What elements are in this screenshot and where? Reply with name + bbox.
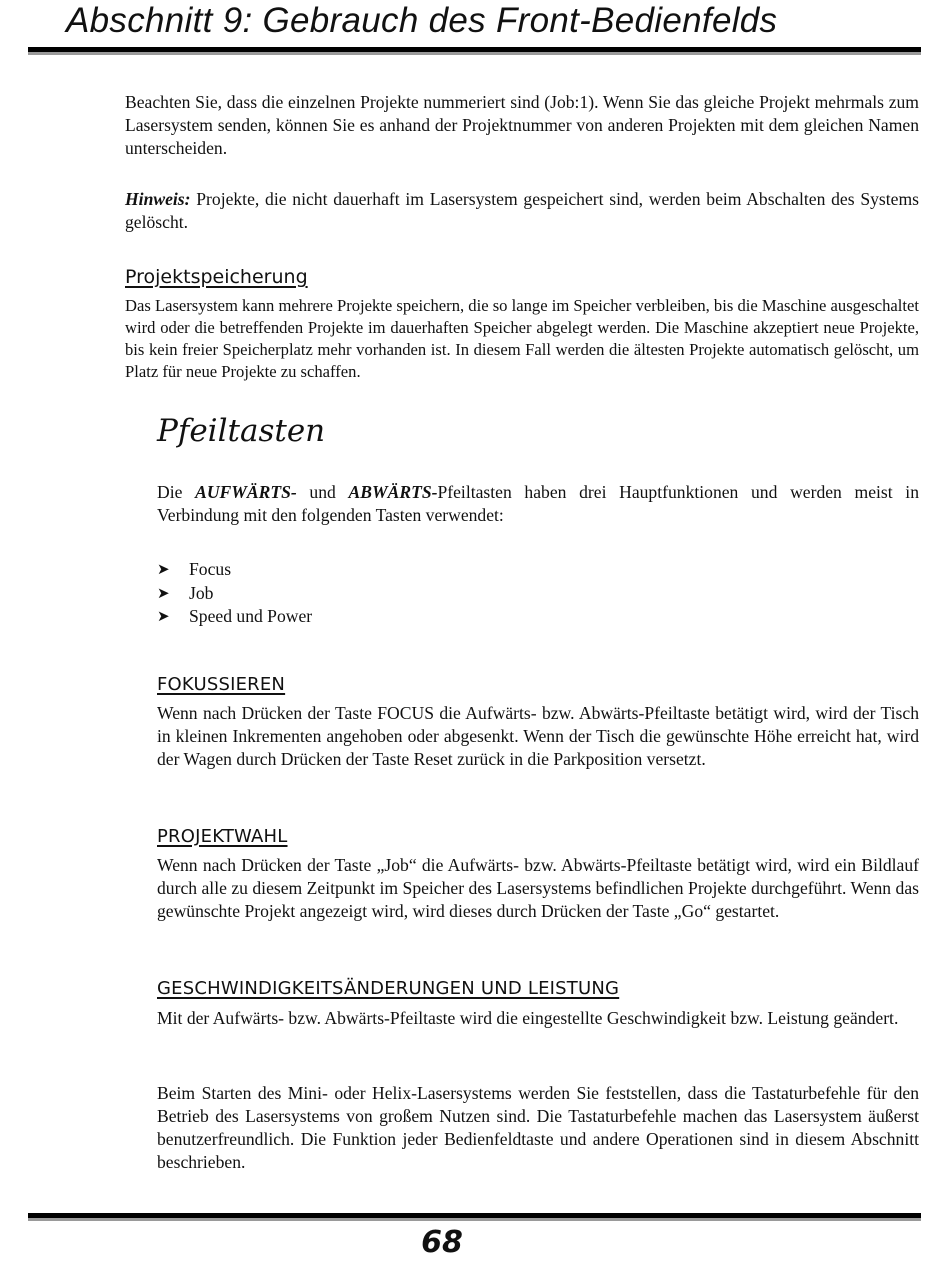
closing-text: Beim Starten des Mini- oder Helix-Lasersystems werden Sie feststellen, dass die Tastaturbefehle für den Betrieb des Lasersystems von großem Nutzen sind. Die Tastaturbefehle machen das Lasersystem äußerst benutzerfreundlich. Die Funktion jeder Bedienfeldtaste und andere Operationen sind in diesem Abschnitt beschrieben.	[157, 1083, 919, 1172]
storage-text: Das Lasersystem kann mehrere Projekte speichern, die so lange im Speicher verbleiben, bis die Maschine ausgeschaltet wird oder die betreffenden Projekte im dauerhaften Speicher abgelegt werden. Die Maschine akzeptiert neue Projekte, bis kein freier Speicherplatz mehr vorhanden ist. In diesem Fall werden die ältesten Projekte automatisch gelöscht, um Platz für neue Projekte zu schaffen.	[125, 296, 919, 381]
job-text: Wenn nach Drücken der Taste „Job“ die Aufwärts- bzw. Abwärts-Pfeiltaste betätigt wird, wird ein Bildlauf durch alle zu diesem Zeitpunkt im Speicher des Lasersystems befindlichen Projekte durchgeführt. Wenn das gewünschte Projekt angezeigt wird, wird dieses durch Drücken der Taste „Go“ gestartet.	[157, 855, 919, 921]
arrowhead-bullet-icon: ➤	[157, 607, 170, 625]
bullet-label: Focus	[189, 559, 232, 579]
section-heading-arrows: Pfeiltasten	[157, 413, 326, 449]
list-item	[157, 558, 312, 582]
header-rule	[28, 47, 921, 55]
hint-label: Hinweis:	[125, 189, 191, 209]
speed-paragraph	[157, 1007, 919, 1030]
bullet-label: Speed und Power	[189, 606, 313, 626]
key-down-label: ABWÄRTS-	[348, 482, 438, 502]
arrows-intro-suffix: Pfeiltasten haben drei Hauptfunktionen und werden meist in Verbindung mit den folgenden Tasten verwendet:	[157, 482, 919, 525]
focus-heading: FOKUSSIEREN	[157, 674, 286, 695]
hint-paragraph	[125, 188, 919, 234]
speed-text: Mit der Aufwärts- bzw. Abwärts-Pfeiltaste wird die eingestellte Geschwindigkeit bzw. Leistung geändert.	[157, 1008, 899, 1028]
page-number: 68	[421, 1225, 463, 1260]
closing-paragraph	[157, 1082, 919, 1174]
arrowhead-bullet-icon: ➤	[157, 583, 170, 602]
focus-paragraph	[157, 702, 919, 771]
job-paragraph	[157, 854, 919, 923]
key-up-label: AUFWÄRTS-	[195, 482, 297, 502]
bullet-label: Job	[189, 582, 214, 603]
arrows-intro-prefix: Die	[157, 482, 196, 502]
focus-text: Wenn nach Drücken der Taste FOCUS die Aufwärts- bzw. Abwärts-Pfeiltaste betätigt wird, wird der Tisch in kleinen Inkrementen angehoben oder abgesenkt. Wenn der Tisch die gewünschte Höhe erreicht hat, wird der Wagen durch Drücken der Taste Reset zurück in die Parkposition versetzt.	[157, 703, 919, 769]
arrows-intro-mid: und	[296, 482, 349, 502]
arrow-key-bullet-list	[157, 558, 312, 629]
storage-heading: Projektspeicherung	[125, 266, 308, 288]
list-item	[157, 605, 312, 629]
page-header-title: Abschnitt 9: Gebrauch des Front-Bedienfelds	[66, 1, 778, 40]
arrowhead-bullet-icon: ➤	[157, 560, 170, 578]
intro-paragraph	[125, 91, 919, 160]
footer-rule	[28, 1213, 921, 1221]
job-heading: PROJEKTWAHL	[157, 826, 288, 847]
intro-text: Beachten Sie, dass die einzelnen Projekte nummeriert sind (Job:1). Wenn Sie das gleiche Projekt mehrmals zum Lasersystem senden, können Sie es anhand der Projektnummer von anderen Projekten mit dem gleichen Namen unterscheiden.	[125, 92, 919, 158]
arrows-intro-paragraph	[157, 481, 919, 527]
speed-heading: GESCHWINDIGKEITSÄNDERUNGEN UND LEISTUNG	[157, 978, 620, 999]
list-item	[157, 582, 312, 606]
hint-text: Projekte, die nicht dauerhaft im Lasersystem gespeichert sind, werden beim Abschalten des Systems gelöscht.	[125, 189, 919, 232]
storage-paragraph	[125, 295, 919, 383]
